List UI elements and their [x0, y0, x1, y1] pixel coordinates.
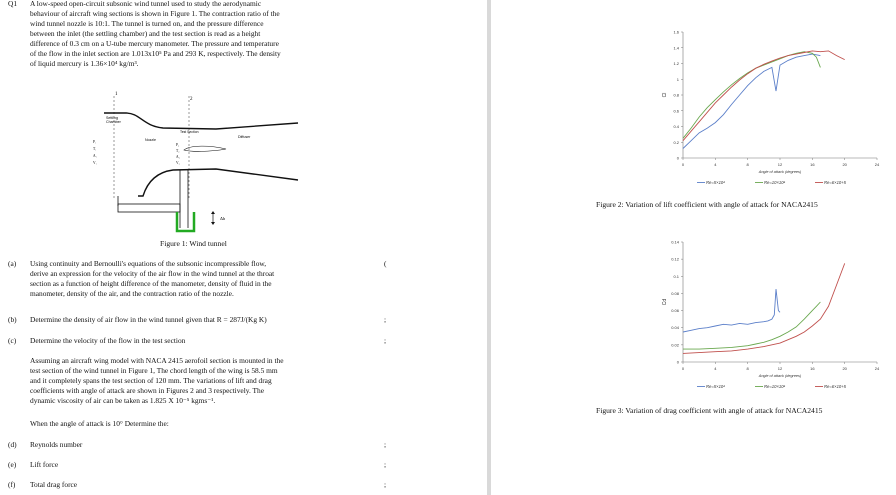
intro-line: A low-speed open-circuit subsonic wind tunnel used to study the aerodynamic — [30, 0, 262, 8]
part-a-line: manometer, density of the air, and the contraction ratio of the nozzle. — [30, 289, 234, 298]
x-tick-label: 8 — [746, 366, 749, 371]
when-line: When the angle of attack is 10° Determine the: — [30, 419, 169, 428]
delta-h-label: Δh — [220, 216, 226, 221]
y-tick-label: 0.1 — [673, 273, 679, 279]
series-line — [683, 302, 820, 349]
part-d-label: (d) — [8, 440, 17, 449]
y-tick-label: 0.12 — [671, 256, 679, 262]
y-tick-label: 0.04 — [671, 325, 679, 331]
manometer-pipe — [118, 204, 180, 212]
figure-3-caption: Figure 3: Variation of drag coefficient with angle of attack for NACA2415 — [596, 406, 823, 415]
legend-entry: Re=6×10+5 — [824, 180, 847, 185]
y-axis-label: Cl — [662, 92, 668, 98]
y-tick-label: 0.14 — [671, 239, 679, 245]
y-tick-label: 0.08 — [671, 290, 679, 296]
x-tick-label: 24 — [874, 162, 880, 167]
part-c-text: Determine the velocity of the flow in the test section — [30, 336, 186, 345]
y-tick-label: 1.4 — [673, 45, 679, 51]
part-e-mark: ; — [384, 460, 387, 469]
part-f-text: Total drag force — [30, 480, 78, 489]
part-a-line: derive an expression for the velocity of the air flow in the wind tunnel at the throat — [30, 269, 275, 278]
part-b-mark: ; — [384, 315, 387, 324]
part-a-line: section as a function of height difference of the manometer, density of fluid in the — [30, 279, 272, 288]
assumption-paragraph — [30, 356, 374, 406]
x-tick-label: 12 — [777, 366, 783, 371]
part-a-text — [30, 259, 374, 299]
test-symbol: P₂ — [176, 143, 180, 147]
test-symbol: T₂ — [176, 149, 180, 153]
assumption-line: test section of the wind tunnel in Figure 1, The chord length of the wing is 58.5 mm — [30, 366, 278, 375]
x-tick-label: 12 — [777, 162, 783, 167]
x-tick-label: 4 — [714, 162, 717, 167]
part-a-label: (a) — [8, 259, 17, 268]
part-f-label: (f) — [8, 480, 16, 489]
diffuser-label: Diffuser — [238, 135, 251, 139]
intro-line: of the flow in the inlet section are 1.013x10⁵ Pa and 293 K, respectively. The density — [30, 49, 281, 58]
y-tick-label: 0.02 — [671, 342, 679, 348]
drag-coefficient-chart — [661, 238, 881, 400]
part-a-mark: ( — [384, 259, 387, 268]
lift-coefficient-chart — [661, 28, 881, 196]
x-tick-label: 8 — [746, 162, 749, 167]
x-tick-label: 4 — [714, 366, 717, 371]
legend-entry: Re=5×10⁴ — [706, 180, 726, 185]
x-tick-label: 0 — [681, 366, 685, 371]
inlet-symbol: T₁ — [93, 147, 97, 151]
figure-2-caption: Figure 2: Variation of lift coefficient with angle of attack for NACA2415 — [596, 200, 818, 209]
test-section-label: Test Section — [180, 130, 199, 134]
intro-line: wind tunnel nozzle is 10:1. The tunnel is turned on, and the pressure difference — [30, 19, 264, 28]
assumption-line: coefficients with angle of attack are shown in Figures 2 and 3 respectively. The — [30, 386, 265, 395]
y-tick-label: 0.06 — [671, 308, 679, 314]
y-tick-label: 0.4 — [673, 124, 679, 129]
part-c-mark: ; — [384, 336, 387, 345]
part-d-text: Reynolds number — [30, 440, 83, 449]
y-tick-label: 0 — [676, 155, 679, 161]
x-tick-label: 16 — [810, 162, 815, 167]
assumption-line: Assuming an aircraft wing model with NACA 2415 aerofoil section is mounted in the — [30, 356, 284, 365]
test-symbol: V₂ — [176, 161, 180, 165]
tunnel-upper-wall — [104, 113, 298, 129]
part-e-label: (e) — [8, 460, 17, 469]
inlet-symbol: V₁ — [93, 161, 97, 165]
y-axis-label: Cd — [662, 298, 668, 306]
part-a-line: Using continuity and Bernoulli's equations of the subsonic incompressible flow, — [30, 259, 267, 268]
x-tick-label: 24 — [874, 366, 880, 371]
legend-entry: Re=5×10⁴ — [706, 384, 726, 389]
y-tick-label: 1.6 — [673, 29, 679, 35]
y-tick-label: 0.6 — [673, 108, 679, 114]
legend-entry: Re=6×10+5 — [824, 384, 847, 389]
station-1-label: 1 — [115, 92, 118, 97]
series-line — [683, 52, 820, 139]
question-number: Q1 — [8, 0, 18, 8]
part-c-label: (c) — [8, 336, 17, 345]
document-page-right — [491, 0, 896, 495]
part-f-mark: ; — [384, 480, 387, 489]
x-tick-label: 0 — [681, 162, 685, 167]
aerofoil-shape — [184, 146, 226, 151]
part-e-text: Lift force — [30, 460, 59, 469]
intro-line: between the inlet (the settling chamber) and the test section is read as a height — [30, 29, 261, 38]
mercury-column — [177, 212, 194, 231]
legend-entry: Re=10×10⁴ — [764, 180, 786, 185]
series-line — [683, 54, 820, 148]
x-tick-label: 20 — [842, 162, 847, 167]
inlet-symbol: P₁ — [93, 140, 97, 144]
x-tick-label: 20 — [842, 366, 847, 371]
inlet-symbol: A₁ — [93, 154, 97, 158]
y-tick-label: 1.2 — [673, 61, 679, 66]
y-tick-label: 0.2 — [673, 139, 679, 145]
assumption-line: and it completely spans the test section of 120 mm. The variations of lift and drag — [30, 376, 272, 385]
station-2-label: 2 — [190, 97, 193, 102]
x-axis-label: Angle of attack (degrees) — [758, 170, 802, 174]
x-axis-label: Angle of attack (degrees) — [758, 374, 802, 378]
y-tick-label: 0.8 — [673, 92, 679, 98]
part-d-mark: ; — [384, 440, 387, 449]
intro-line: of liquid mercury is 1.36×10⁴ kg/m³. — [30, 59, 139, 68]
series-line — [683, 263, 845, 353]
series-line — [683, 51, 845, 141]
y-tick-label: 0 — [676, 359, 679, 365]
y-tick-label: 1 — [676, 76, 679, 82]
x-tick-label: 16 — [810, 366, 815, 371]
nozzle-label: Nozzle — [145, 138, 156, 142]
figure-1-caption: Figure 1: Wind tunnel — [160, 239, 227, 248]
test-symbol: A₂ — [176, 155, 180, 159]
question-intro — [30, 0, 374, 69]
legend-entry: Re=10×10⁴ — [764, 384, 786, 389]
settling-chamber-label-2: Chamber — [106, 120, 121, 124]
tunnel-lower-wall — [138, 169, 298, 196]
part-b-label: (b) — [8, 315, 17, 324]
intro-line: behaviour of aircraft wing sections is shown in Figure 1. The contraction ratio of the — [30, 9, 280, 18]
wind-tunnel-diagram — [88, 88, 308, 236]
part-b-text: Determine the density of air flow in the wind tunnel given that R = 287J/(Kg K) — [30, 315, 267, 324]
series-line — [683, 289, 780, 332]
assumption-line: dynamic viscosity of air can be taken as 1.825 X 10⁻⁵ kgms⁻¹. — [30, 396, 216, 405]
intro-line: difference of 0.3 cm on a U-tube mercury manometer. The pressure and temperature — [30, 39, 279, 48]
settling-chamber-label-1: Settling — [106, 116, 118, 120]
